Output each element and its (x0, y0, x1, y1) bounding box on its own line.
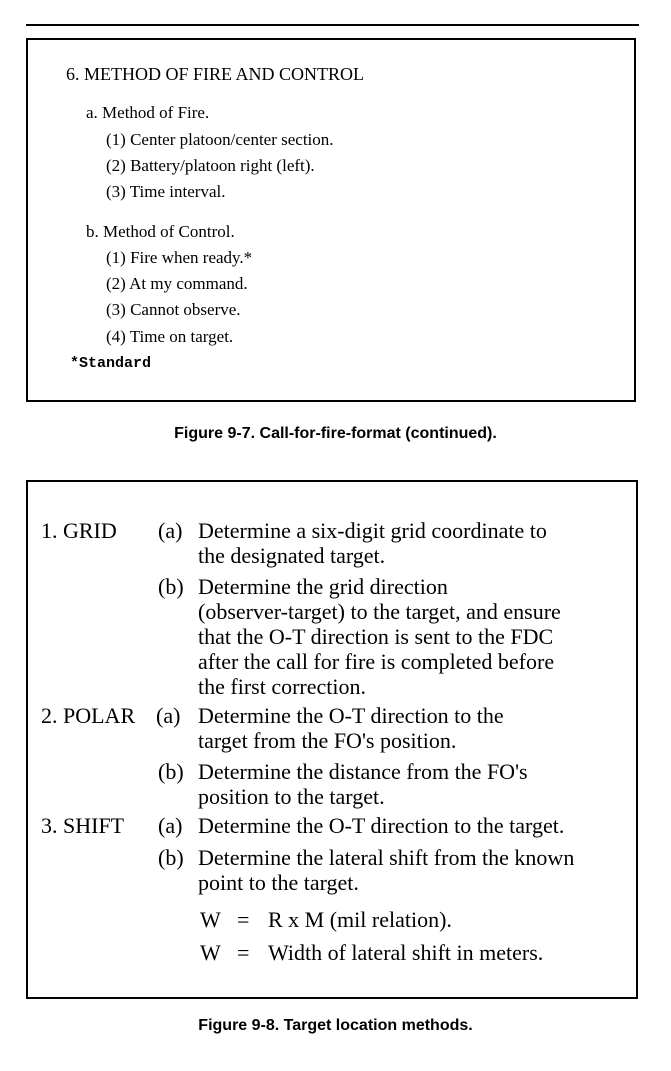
equation-rhs: Width of lateral shift in meters. (268, 940, 544, 965)
method-of-fire-title: a. Method of Fire. (86, 103, 210, 122)
step-line: Determine the O-T direction to the target. (198, 813, 565, 838)
top-rule (26, 24, 639, 26)
step-line: the first correction. (198, 674, 366, 699)
step-line: position to the target. (198, 784, 385, 809)
footnote-standard: *Standard (70, 355, 152, 372)
target-location-box (26, 480, 638, 999)
step-line: that the O-T direction is sent to the FDC (198, 624, 554, 649)
method-of-control-item: (1) Fire when ready.* (106, 248, 253, 267)
method-of-control-item: (4) Time on target. (106, 327, 234, 346)
equation-lhs: W (200, 940, 221, 965)
step-line: Determine the lateral shift from the known (198, 845, 575, 870)
equation-op: = (237, 940, 250, 965)
method-of-fire-item: (3) Time interval. (106, 182, 226, 201)
figure-9-8-caption: Figure 9-8. Target location methods. (198, 1017, 473, 1034)
step-line: after the call for fire is completed before (198, 649, 555, 674)
step-marker: (a) (158, 813, 183, 838)
step-line: the designated target. (198, 543, 386, 568)
method-of-control-item: (3) Cannot observe. (106, 300, 241, 319)
method-of-control-title: b. Method of Control. (86, 222, 235, 241)
step-line: target from the FO's position. (198, 728, 457, 753)
step-marker: (b) (158, 574, 184, 599)
step-line: Determine a six-digit grid coordinate to (198, 518, 547, 543)
method-label-polar: 2. POLAR (41, 703, 136, 728)
equation-lhs: W (200, 907, 221, 932)
method-label-shift: 3. SHIFT (41, 813, 125, 838)
method-label-grid: 1. GRID (41, 518, 117, 543)
method-of-fire-item: (2) Battery/platoon right (left). (106, 156, 315, 175)
step-line: point to the target. (198, 870, 359, 895)
equation-rhs: R x M (mil relation). (268, 907, 452, 932)
step-marker: (a) (158, 518, 183, 543)
step-line: (observer-target) to the target, and ensure (198, 599, 561, 624)
method-of-fire-item: (1) Center platoon/center section. (106, 130, 334, 149)
step-line: Determine the distance from the FO's (198, 759, 528, 784)
step-line: Determine the O-T direction to the (198, 703, 504, 728)
step-marker: (b) (158, 845, 184, 870)
method-of-control-item: (2) At my command. (106, 274, 248, 293)
step-line: Determine the grid direction (198, 574, 448, 599)
figure-9-7-caption: Figure 9-7. Call-for-fire-format (continued). (174, 425, 497, 442)
call-for-fire-box (26, 38, 636, 402)
step-marker: (a) (156, 703, 181, 728)
step-marker: (b) (158, 759, 184, 784)
section-heading: 6. METHOD OF FIRE AND CONTROL (66, 64, 365, 84)
equation-op: = (237, 907, 250, 932)
